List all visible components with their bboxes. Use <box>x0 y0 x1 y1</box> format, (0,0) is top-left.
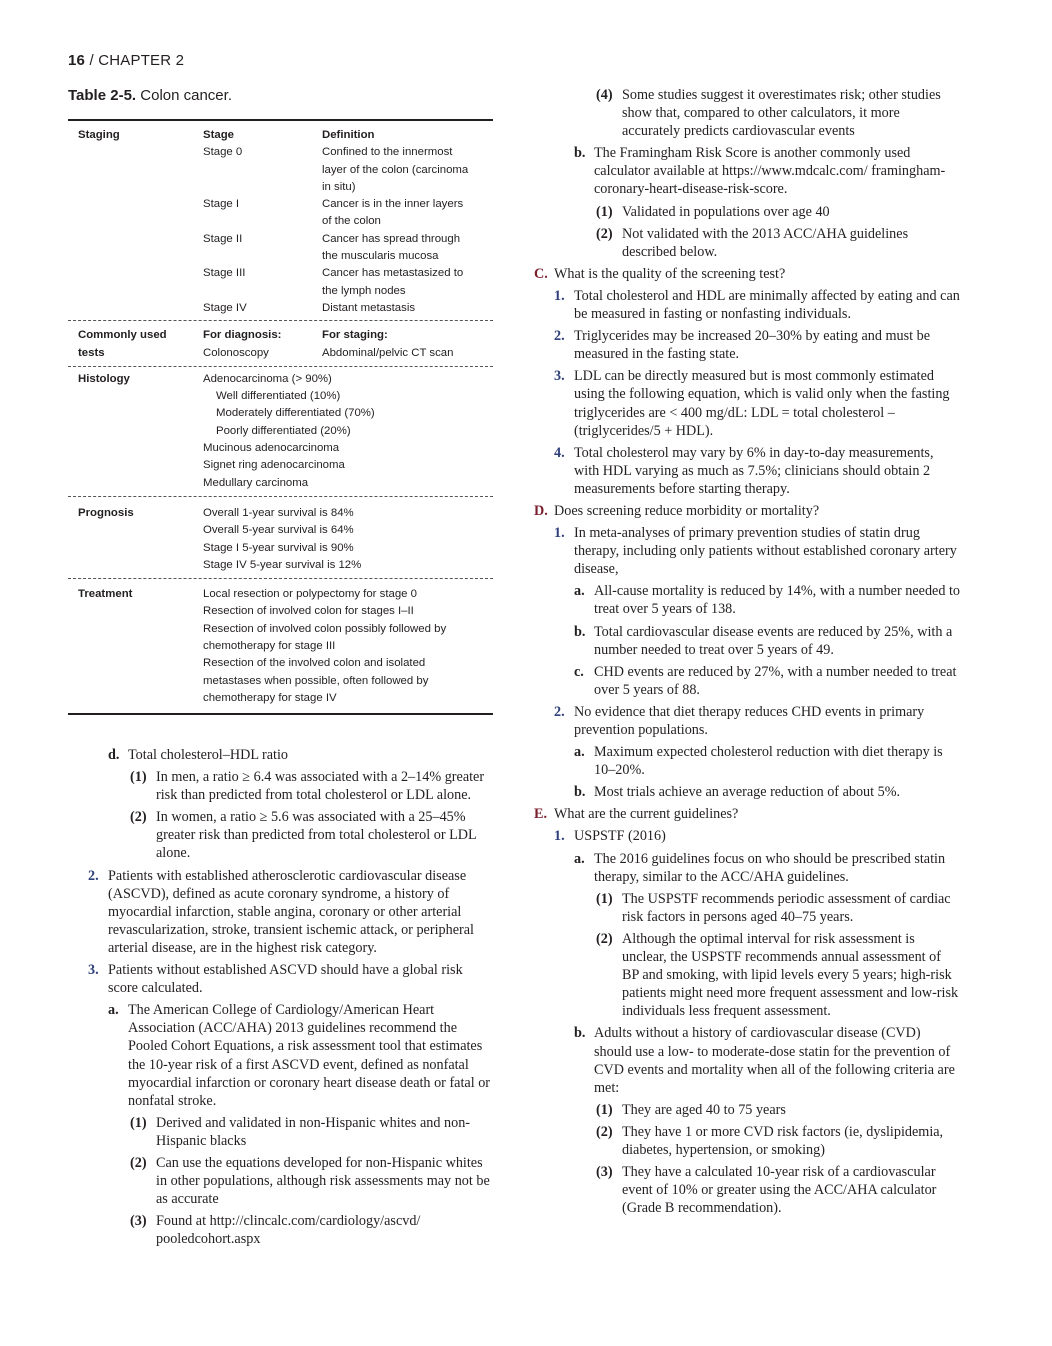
treatment-line: chemotherapy for stage IV <box>203 691 337 704</box>
left-column-text <box>68 746 493 1252</box>
outline-item <box>534 265 960 283</box>
staging-spacer <box>68 179 203 196</box>
prognosis-line: Stage I 5-year survival is 90% <box>203 541 354 554</box>
outline-marker: (3) <box>130 1213 147 1230</box>
table-section-tests <box>68 321 493 367</box>
treatment-line: Resection of involved colon possibly followed by <box>203 622 447 635</box>
staging-row <box>68 283 493 300</box>
outline-item <box>534 203 960 221</box>
outline-item <box>534 1123 960 1159</box>
outline-text: They are aged 40 to 75 years <box>622 1101 786 1118</box>
outline-item <box>68 768 493 804</box>
outline-marker: a. <box>574 583 585 600</box>
outline-text: Total cardiovascular disease events are reduced by 25%, with a number needed to treat over 5 years of 49. <box>594 623 953 658</box>
outline-item <box>534 367 960 439</box>
staging-row <box>68 248 493 265</box>
stage-spacer <box>203 179 322 196</box>
staging-spacer <box>68 213 203 230</box>
outline-text: Not validated with the 2013 ACC/AHA guidelines described below. <box>622 225 909 260</box>
table-label: Table 2-5. <box>68 87 137 104</box>
staging-row <box>68 144 493 161</box>
outline-item <box>534 524 960 578</box>
histology-line: Poorly differentiated (20%) <box>216 424 351 437</box>
outline-text: Derived and validated in non-Hispanic whites and non-Hispanic blacks <box>156 1114 471 1149</box>
outline-text: Total cholesterol and HDL are minimally affected by eating and can be measured in fasting or nonfasting individuals. <box>574 287 960 323</box>
outline-text: Although the optimal interval for risk assessment is unclear, the USPSTF recommends annual assessment of BP and smoking, with lipid levels every 5 years; high-risk patients might need more frequent assessment and low-risk individuals less frequent assessment. <box>622 930 959 1020</box>
outline-text: Does screening reduce morbidity or mortality? <box>554 502 820 519</box>
stage-spacer <box>203 248 322 265</box>
staging-rows <box>68 144 493 317</box>
page-header <box>68 52 184 69</box>
colon-cancer-table <box>68 119 493 715</box>
outline-marker: (3) <box>596 1164 613 1181</box>
outline-text: Triglycerides may be increased 20–30% by eating and must be measured in the fasting state. <box>574 328 931 363</box>
outline-text: The American College of Cardiology/American Heart Association (ACC/AHA) 2013 guidelines recommend the Pooled Cohort Equations, a risk assessment tool that estimates the 10-year risk of a first ASCVD event, defined as nonfatal myocardial infarction or coronary heart disease death or fatal or nonfatal stroke. <box>128 1002 491 1109</box>
table-section-prognosis <box>68 497 493 579</box>
staging-spacer <box>68 162 203 179</box>
stage-spacer <box>203 213 322 230</box>
histology-line: Moderately differentiated (70%) <box>216 407 375 420</box>
outline-marker: 3. <box>88 962 99 979</box>
outline-marker: D. <box>534 502 548 519</box>
stage-name: Stage IV <box>203 301 247 314</box>
staging-label: Staging <box>78 129 120 141</box>
outline-text: Validated in populations over age 40 <box>622 203 830 220</box>
stage-name: Stage III <box>203 267 246 280</box>
outline-item <box>68 1001 493 1110</box>
stage-header: Stage <box>203 129 235 141</box>
stage-definition: Cancer has spread through <box>322 232 461 245</box>
outline-marker: E. <box>534 806 548 823</box>
outline-item <box>534 827 960 845</box>
table-title <box>68 87 232 104</box>
outline-marker: 2. <box>554 703 565 720</box>
treatment-line: Resection of the involved colon and isolated <box>203 657 426 670</box>
outline-marker: c. <box>574 663 584 680</box>
staging-row <box>68 265 493 282</box>
stage-definition: Confined to the innermost <box>322 146 453 159</box>
stage-definition: the muscularis mucosa <box>322 250 439 263</box>
outline-text: The Framingham Risk Score is another commonly used calculator available at https://www.mdcalc.com/ framingham-coronary-heart-disease-risk-score. <box>594 145 946 198</box>
histology-lines <box>203 371 493 492</box>
staging-row <box>68 162 493 179</box>
outline-marker: 3. <box>554 368 565 385</box>
treatment-line: Resection of involved colon for stages I–II <box>203 605 414 618</box>
outline-marker: 1. <box>554 287 565 304</box>
staging-row <box>68 213 493 230</box>
stage-name: Stage II <box>203 232 243 245</box>
outline-marker: (1) <box>596 890 613 907</box>
outline-text: Found at http://clincalc.com/cardiology/ascvd/ pooledcohort.aspx <box>156 1213 421 1248</box>
histology-line: Adenocarcinoma (> 90%) <box>203 372 332 385</box>
outline-marker: (1) <box>596 203 613 220</box>
stage-definition: the lymph nodes <box>322 284 406 297</box>
outline-item <box>534 225 960 261</box>
outline-item <box>534 890 960 926</box>
stage-name: Stage 0 <box>203 146 243 159</box>
stage-spacer <box>203 283 322 300</box>
stage-spacer <box>203 162 322 179</box>
staging-row <box>68 179 493 196</box>
page-number: 16 <box>68 52 86 69</box>
outline-marker: (2) <box>596 225 613 242</box>
outline-marker: 1. <box>554 828 565 845</box>
staging-spacer <box>68 283 203 300</box>
staging-spacer <box>68 231 203 248</box>
outline-marker: (2) <box>596 1123 613 1140</box>
outline-text: What are the current guidelines? <box>554 806 739 823</box>
outline-marker: b. <box>574 623 586 640</box>
stage-name: Stage I <box>203 198 240 211</box>
table-section-histology <box>68 367 493 497</box>
outline-text: Maximum expected cholesterol reduction with diet therapy is 10–20%. <box>594 744 943 779</box>
staging-spacer <box>68 300 203 317</box>
outline-text: Total cholesterol may vary by 6% in day-to-day measurements, with HDL varying as much as 7.5%; clinicians should obtain 2 measurements before starting therapy. <box>574 444 934 497</box>
outline-marker: (2) <box>130 809 147 826</box>
treatment-line: metastases when possible, often followed by <box>203 674 429 687</box>
outline-item <box>68 961 493 997</box>
outline-text: Patients with established atherosclerotic cardiovascular disease (ASCVD), defined as acute coronary syndrome, a history of myocardial infarction, stable angina, coronary or other arterial revascularization, stroke, transient ischemic attack, or peripheral arterial disease, are in the highest risk category. <box>108 867 474 956</box>
prognosis-line: Overall 1-year survival is 84% <box>203 506 354 519</box>
prognosis-line: Overall 5-year survival is 64% <box>203 524 354 537</box>
outline-marker: b. <box>574 145 586 162</box>
outline-marker: 2. <box>554 328 565 345</box>
outline-item <box>68 867 493 957</box>
outline-text: The 2016 guidelines focus on who should be prescribed statin therapy, similar to the ACC/AHA guidelines. <box>594 850 946 885</box>
outline-item <box>534 287 960 323</box>
outline-item <box>534 850 960 886</box>
outline-marker: (4) <box>596 87 613 103</box>
outline-item <box>534 144 960 198</box>
outline-text: Can use the equations developed for non-Hispanic whites in other populations, although risk assessments may not be as accurate <box>156 1154 490 1208</box>
treatment-line: chemotherapy for stage III <box>203 640 336 653</box>
outline-text: Adults without a history of cardiovascular disease (CVD) should use a low- to moderate-dose statin for the prevention of CVD events and mortality when all of the following criteria are met: <box>594 1025 955 1096</box>
tests-label-line1: Commonly used <box>78 329 167 342</box>
prognosis-lines <box>203 505 493 574</box>
outline-marker: (2) <box>130 1154 147 1171</box>
staging-test-value: Abdominal/pelvic CT scan <box>322 346 454 359</box>
outline-text: Most trials achieve an average reduction of about 5%. <box>594 784 901 801</box>
outline-item <box>68 808 493 862</box>
outline-text: LDL can be directly measured but is most commonly estimated using the following equation, which is valid only when the fasting triglycerides are < 400 mg/dL: LDL = total cholesterol – (triglycerides/5 + HDL). <box>574 368 950 439</box>
treatment-lines <box>203 586 493 707</box>
outline-item <box>534 1163 960 1217</box>
outline-text: Total cholesterol–HDL ratio <box>128 747 289 763</box>
outline-text: CHD events are reduced by 27%, with a number needed to treat over 5 years of 88. <box>594 663 957 698</box>
outline-item <box>534 743 960 779</box>
outline-marker: (1) <box>130 769 147 786</box>
outline-marker: (2) <box>596 930 613 947</box>
outline-text: Patients without established ASCVD should have a global risk score calculated. <box>108 962 463 997</box>
staging-spacer <box>68 196 203 213</box>
table-section-treatment <box>68 579 493 713</box>
outline-marker: (1) <box>130 1114 147 1131</box>
outline-marker: 4. <box>554 444 565 461</box>
outline-text: All-cause mortality is reduced by 14%, with a number needed to treat over 5 years of 138. <box>594 583 961 618</box>
prognosis-label: Prognosis <box>78 506 134 519</box>
outline-marker: 1. <box>554 525 565 542</box>
staging-row <box>68 231 493 248</box>
outline-item <box>534 1101 960 1119</box>
outline-item <box>534 703 960 739</box>
outline-item <box>534 805 960 823</box>
stage-definition: of the colon <box>322 215 381 228</box>
outline-text: In women, a ratio ≥ 5.6 was associated with a 25–45% greater risk than predicted from total cholesterol or LDL alone. <box>156 809 477 862</box>
outline-item <box>534 327 960 363</box>
outline-marker: a. <box>574 744 585 761</box>
staging-spacer <box>68 248 203 265</box>
outline-item <box>534 502 960 520</box>
right-column-text <box>534 86 960 1221</box>
outline-item <box>534 444 960 498</box>
chapter-title: CHAPTER 2 <box>98 52 185 69</box>
outline-marker: 2. <box>88 867 99 884</box>
stage-definition: Cancer is in the inner layers <box>322 198 464 211</box>
histology-line: Medullary carcinoma <box>203 476 309 489</box>
outline-marker: a. <box>108 1002 119 1019</box>
outline-marker: a. <box>574 850 585 867</box>
staging-row <box>68 196 493 213</box>
stage-definition: in situ) <box>322 180 356 193</box>
outline-text: USPSTF (2016) <box>574 828 666 845</box>
outline-text: In meta-analyses of primary prevention studies of statin drug therapy, including only patients without established coronary artery disease, <box>574 525 957 578</box>
histology-line: Mucinous adenocarcinoma <box>203 442 340 455</box>
outline-text: They have a calculated 10-year risk of a cardiovascular event of 10% or greater using the ACC/AHA calculator (Grade B recommendation). <box>622 1164 937 1217</box>
histology-label: Histology <box>78 372 130 385</box>
outline-marker: d. <box>108 747 120 763</box>
outline-text: They have 1 or more CVD risk factors (ie, dyslipidemia, diabetes, hypertension, or smoking) <box>622 1123 944 1158</box>
diagnosis-header: For diagnosis: <box>203 329 282 342</box>
outline-text: In men, a ratio ≥ 6.4 was associated with a 2–14% greater risk than predicted from total cholesterol or LDL alone. <box>156 769 485 804</box>
treatment-line: Local resection or polypectomy for stage 0 <box>203 588 418 601</box>
outline-item <box>534 86 960 140</box>
diagnosis-value: Colonoscopy <box>203 346 269 359</box>
table-caption: Colon cancer. <box>140 87 232 104</box>
treatment-label: Treatment <box>78 588 133 601</box>
outline-marker: (1) <box>596 1101 613 1118</box>
outline-item <box>534 783 960 801</box>
histology-line: Well differentiated (10%) <box>216 390 341 403</box>
outline-text: No evidence that diet therapy reduces CHD events in primary prevention populations. <box>574 703 925 738</box>
staging-row <box>68 300 493 317</box>
outline-item <box>68 1154 493 1208</box>
staging-spacer <box>68 265 203 282</box>
outline-item <box>534 1024 960 1096</box>
outline-item <box>534 623 960 659</box>
outline-text: The USPSTF recommends periodic assessment of cardiac risk factors in persons aged 40–75 years. <box>622 890 951 925</box>
outline-marker: C. <box>534 265 548 282</box>
histology-line: Signet ring adenocarcinoma <box>203 459 345 472</box>
tests-label-line2: tests <box>78 346 105 359</box>
outline-marker: b. <box>574 784 586 801</box>
staging-test-header: For staging: <box>322 329 388 342</box>
outline-text: What is the quality of the screening test? <box>554 265 786 282</box>
outline-text: Some studies suggest it overestimates risk; other studies show that, compared to other calculators, it more accurately predicts cardiovascular events <box>622 87 941 140</box>
outline-item <box>534 663 960 699</box>
prognosis-line: Stage IV 5-year survival is 12% <box>203 558 362 571</box>
outline-item <box>534 930 960 1020</box>
header-separator: / <box>89 52 94 69</box>
stage-definition: layer of the colon (carcinoma <box>322 163 469 176</box>
table-section-staging <box>68 121 493 321</box>
outline-item <box>68 1114 493 1150</box>
outline-item <box>534 582 960 618</box>
stage-definition: Cancer has metastasized to <box>322 267 464 280</box>
outline-item <box>68 746 493 764</box>
staging-spacer <box>68 144 203 161</box>
outline-item <box>68 1212 493 1248</box>
definition-header: Definition <box>322 129 375 141</box>
stage-definition: Distant metastasis <box>322 301 416 314</box>
outline-marker: b. <box>574 1025 586 1042</box>
